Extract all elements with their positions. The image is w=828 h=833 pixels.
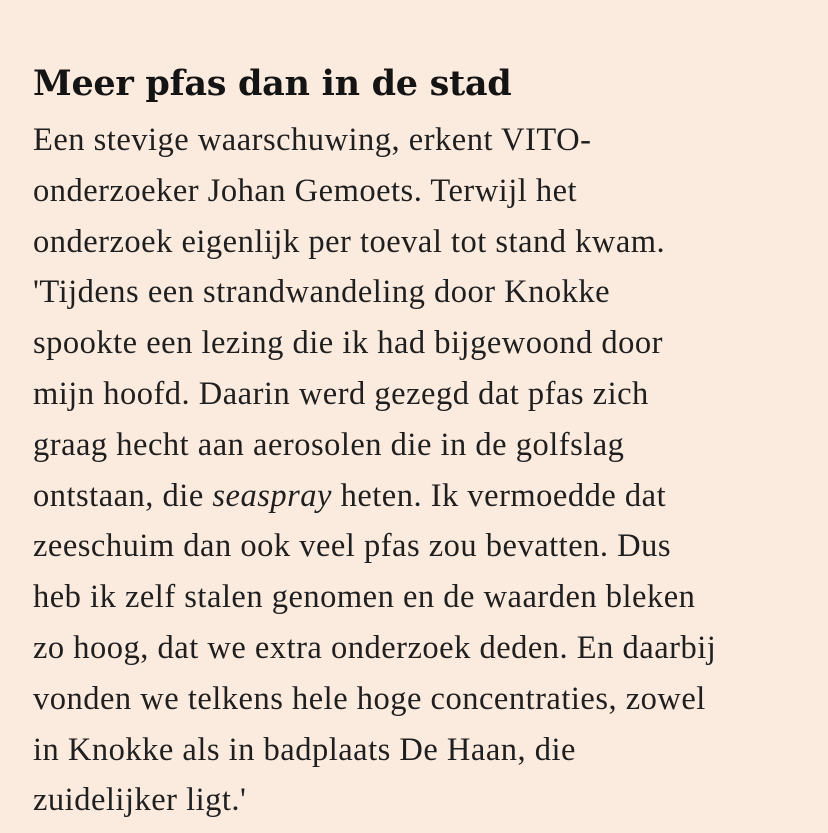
- body-line: zuidelijker ligt.': [33, 782, 247, 819]
- body-line: zeeschuim dan ook veel pfas zou bevatten. Dus: [33, 528, 671, 565]
- body-line: mijn hoofd. Daarin werd gezegd dat pfas zich: [33, 375, 649, 412]
- body-line: graag hecht aan aerosolen die in de golfslag: [33, 426, 625, 463]
- body-text-segment: ontstaan, die: [33, 477, 213, 514]
- article: [33, 56, 813, 826]
- body-line: in Knokke als in badplaats De Haan, die: [33, 731, 576, 768]
- body-line: Een stevige waarschuwing, erkent VITO-: [33, 122, 592, 158]
- article-heading: Meer pfas dan in de stad: [33, 63, 512, 104]
- body-line: 'Tijdens een strandwandeling door Knokke: [33, 274, 611, 311]
- body-line: spookte een lezing die ik had bijgewoond door: [33, 325, 663, 362]
- article-body: [33, 115, 813, 826]
- body-line: onderzoek eigenlijk per toeval tot stand kwam.: [33, 223, 666, 260]
- body-line: heb ik zelf stalen genomen en de waarden bleken: [33, 579, 696, 616]
- body-line: onderzoeker Johan Gemoets. Terwijl het: [33, 172, 578, 209]
- body-text-segment: heten. Ik vermoedde dat: [331, 477, 667, 514]
- italic-term: seaspray: [212, 477, 332, 514]
- body-line: vonden we telkens hele hoge concentraties, zowel: [33, 680, 706, 717]
- body-line: zo hoog, dat we extra onderzoek deden. En daarbij: [33, 629, 717, 666]
- body-line-with-italic: [33, 471, 813, 522]
